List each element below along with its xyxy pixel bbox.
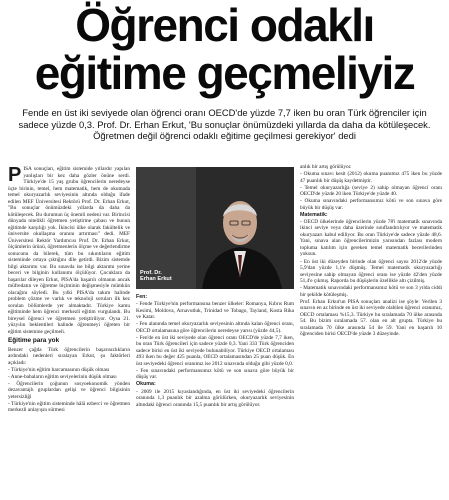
column-1 — [8, 166, 130, 414]
column-1-paragraph: ISA sonuçları, eğitim sistemide yıllardır yapılan yanlışları bir kez daha gözler önüne serdi. Türkiye'de 15 yaş grubu öğrencilerin neredeyse üçte birinin, temel, hem matematik, hem de okumada temel okuryazarlık seviyesinin altında olduğu ifade edilen MEF Üniversitesi Rektörü Prof. Dr. Erhan Erkut, "Bu sonuçlar önümüzdeki yıllarda da daha da kötüleşecek. Bu durumun üç önemli nedeni var. Birincisi dünyada nitelikli öğretmen yetiştirme çabası ve bunun eğitimde karşılığı yok. İkincisi ülke olarak fakültelik ve üniversite okullaşma oranını artırması" dedi. MEF Üniversitesi Rektör Yardımcısı Prof. Dr. Erhan Erkut, ölçümlerin ürünü, öğretmenlerin ölçme ve değerlendirme sonucunu da bilerek, tüm bu sıkıntıların eğitim sisteminde ortaya çıktığını dile getirdi. Bizim sistemde bilgi aktarımı var. Bu sınavda ise bilgi aktarımı yerine beceri ve bilginin kullanımı ölçülüyor. Çocuklara da başarılar dileyen Erkut, PISA'da başarılı olmanın ancak müfredatın ve öğretme biçiminin değişmesiyle mümkün olacağını söyledi. Bu yılki PISA'da takım halinde problem çözme ve varlık ve teknoloji soruları ilk kez sorulan bölümlerde yer almaktadır. Türkiye kamu eğitiminde hem öğrenci merkezli eğitim vurgulandı. Bu bireysel öğrenci ve öğretmen yetiştiriliyor. Oysa 21. yüzyılın beklentileri halinde öğrenmeyi öğreten bir eğitim sistemine geçilmeli. — [8, 166, 130, 335]
column-2-paragraph: - Fende Türkiye'nin performansına benzer ülkeler: Romanya, Kıbrıs Rum Kesimi, Moldova, Arnavutluk, Trinidad ve Tobago, Tayland, Kosta Rika ve Katar. — [136, 301, 294, 321]
subheading-egitime-para-yok: Eğitime para yok — [8, 337, 60, 344]
drop-cap: P — [8, 164, 22, 186]
column-1-list-item: - Türkiye'nin eğitim sisteminde hâlâ ezberci ve öğretmen merkezli anlayışın sürmesi — [8, 400, 130, 414]
headline — [0, 0, 449, 99]
deck-summary: Fende en üst iki seviyede olan öğrenci oranı OECD'de yüzde 7,7 iken bu oran Türk öğrenciler için sadece yüzde 0,3. Prof. Dr. Erhan Erkut, 'Bu sonuçlar önümüzdeki yıllarda da daha da kötüleşecek. Öğretmen değil öğrenci odaklı eğitime geçilmesi gerekiyor' dedi — [18, 107, 431, 142]
column-2-paragraph: - 2009 ile 2015 kıyaslandığında, en üst iki seviyedeki öğrencilerin oranında 1,3 puanlık bir azalma görülürken, okuryazarlık seviyesinin altındaki öğrenci oranında 15,5 puanlık bir artış görülüyor. — [136, 388, 294, 408]
portrait-photo — [136, 167, 294, 289]
headline-line-2: eğitime geçmeliyiz — [34, 47, 415, 99]
caption-line-2: Erhan Erkut — [140, 276, 172, 283]
column-3-paragraph: anlık bir artış görülüyor. — [300, 164, 352, 170]
section-label-matematik: Matematik: — [300, 211, 328, 218]
column-2-paragraph: - Fen'de en üst iki seviyede olan öğrenci oranı OECD'de yüzde 7,7 iken, bu oran Türk öğrencileri için sadece yüzde 0,3. Yani 333 Türk öğrenciden sadece birisi en üst iki seviyede bulunabiliyor. Türkiye OECD ortalaması 493 iken bu değer 425 puanla, OECD ortalamasından 25 puan düşük. En üst seviyedeki öğrenci oranımız ise 2012 sınavında olduğu gibi yüzde 0,0. — [136, 334, 294, 367]
photo-caption — [140, 270, 172, 283]
column-3-paragraph: - OECD ülkelerinde öğrencilerin yüzde 78'i matematik sınavında ikinci seviye veya daha üzerinde sınıflandırılıyor ve matematik okuryazarı kabul ediliyor. Bu oran Türkiye'de sadece yüzde 48,6. Yani, sınava alan öğrencilerimizin yarısından fazlası modern topluma katılım için gereken temel matematik becerilerinden yoksun. — [300, 218, 442, 258]
column-3-paragraph: - Temel okuryazarlığa (seviye 2) sahip olmayan öğrenci oranı OECD'de yüzde 20 iken Türkiye'de yüzde 40. — [300, 184, 442, 198]
column-1-list-item: - Türkiye'nin eğitim harcamasının düşük olması — [8, 366, 110, 373]
column-2-paragraph: - Fen sınavındaki performansımız kötü ve son sınava göre büyük bir düşüş var. — [136, 367, 294, 381]
column-1-list-item: - Anne-babaların eğitim seviyelerinin düşük olması — [8, 373, 117, 380]
column-3-paragraph: - Okuma sınavındaki performansımız kötü ve son sınava göre büyük bir düşüş var. — [300, 198, 442, 211]
caption-line-1: Prof. Dr. — [140, 269, 162, 276]
column-2 — [136, 294, 294, 409]
column-3-paragraph: Prof. Erhan Erkut'un PISA sonuçları analizi ise şöyle: Verilen 3 sınavın en az birinde en üst iki seviyede olabilen öğrenci oranımız, OECD ortalaması %15,3. Türkiye bu sıralamada 70 ülke arasında 54. Bu bizim sıralamada 57. olan en alt grupta. Türkiye bu sıralamada 70 ülke arasında 54 ile 59. Yani en başarılı 10 öğrenciden birisi OECD'de yüzde 3 düzeyinde. — [300, 298, 442, 338]
headline-line-1: Öğrenci odaklı — [75, 0, 374, 51]
column-3-paragraph: - Okuma sınavı kesit (2012) okuma puanımız 475 iken bu yüzde 47 puanlık bir düşüş kaydetmiştir. — [300, 171, 442, 184]
section-label-okuma: Okuma: — [136, 381, 156, 388]
column-2-paragraph: - Fen alanında temel okuryazarlık seviyesinin altında kalan öğrenci oranı, OECD ortalamasına göre öğrencilerin neredeyse yarısı (yüzde 44,5). — [136, 321, 294, 334]
column-3-paragraph: - Matematik sınavındaki performansımız kötü ve son 3 yılda ciddi bir şekilde kötüleşmiş. — [300, 285, 442, 298]
column-3-paragraph: - En üst iki düzeyden birinde olan öğrenci sayısı 2012'de yüzde 5,9'dan yüzde 1,1'e düşmüş. Temel matematik okuryazarlığı seviyesine sahip olmayan öğrenci oranı ise yüzde 42'den yüzde 51,4'e çıkmış. Raporda bu düşüşlerin özellikle altı çizilmiş. — [300, 258, 442, 285]
column-3 — [300, 164, 442, 338]
column-1-list-item: - Öğrencilerin çoğunun sosyoekonomik yönden dezavantajlı gruplardan gelişi ve öğrenci bilgisinin yetersizliği — [8, 380, 130, 400]
section-label-fen: Fen: — [136, 294, 148, 300]
column-1-paragraph: Benzer çağda Türk öğrencilerin başarısızlıkların ardındaki nedenleri sıralayan Erkut, şu faktörleri açıkladı: — [8, 346, 130, 366]
